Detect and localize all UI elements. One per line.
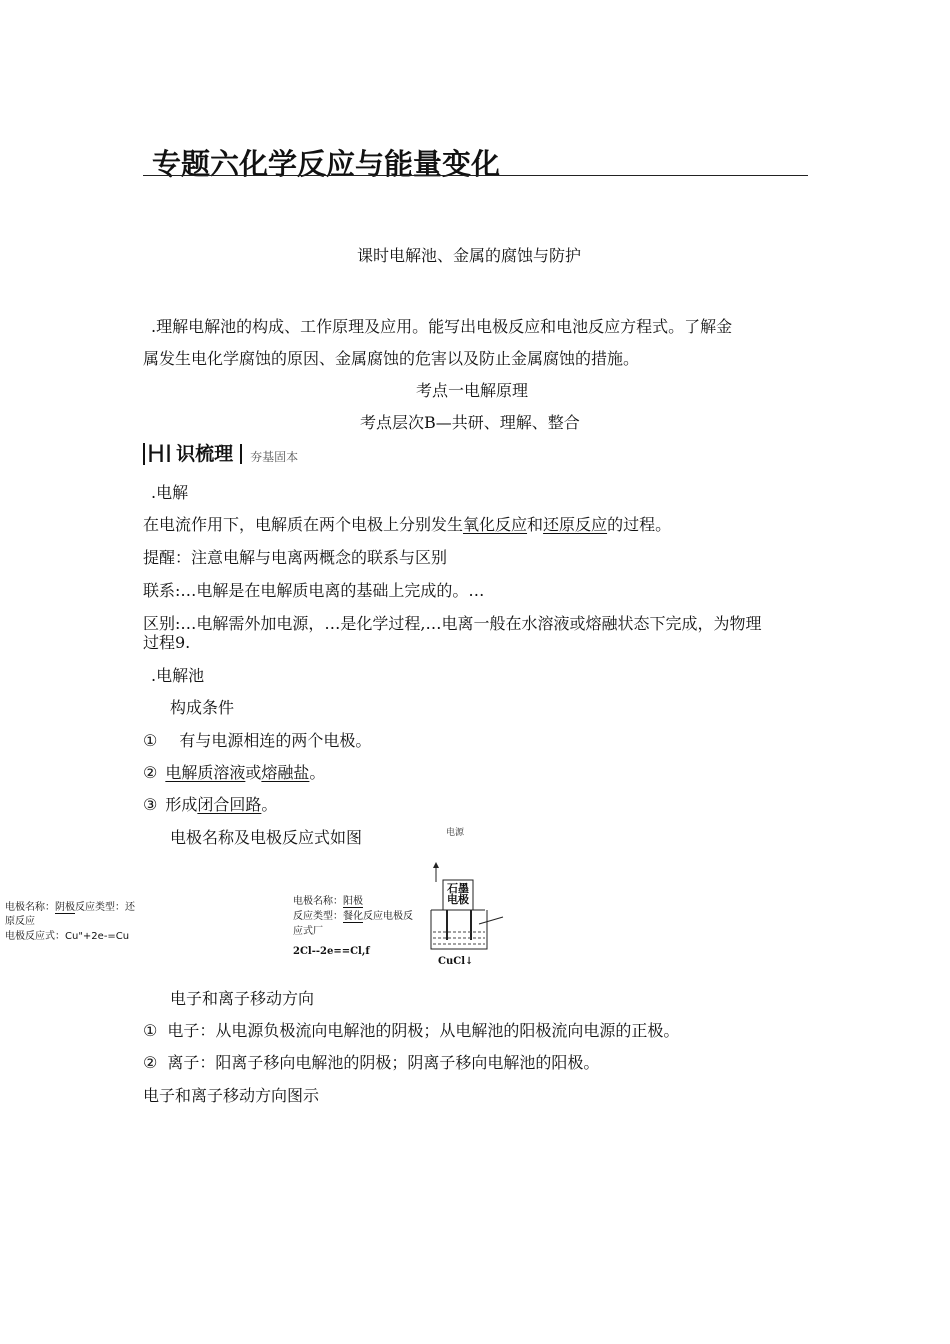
definition-text-3: 的过程。 (607, 515, 672, 534)
graphite-label (447, 883, 469, 905)
ion-movement-text: 离子：阳离子移向电解池的阴极；阴离子移向电解池的阳极。 (167, 1053, 600, 1072)
definition-reduction: 还原反应 (543, 515, 608, 534)
section-electrolysis-heading: .电解 (151, 483, 189, 502)
solution-label: CuCl↓ (438, 956, 474, 966)
title-rule (143, 175, 808, 176)
cathode-name: 阴极 (55, 902, 75, 913)
cathode-type-label: 反应类型：还 (75, 902, 135, 913)
ion-movement-number: ② (143, 1053, 158, 1072)
definition-oxidation: 氧化反应 (463, 515, 528, 534)
condition-1-text: 有与电源相连的两个电极。 (179, 731, 372, 750)
diff-text-line-1: 区别:…电解需外加电源，…是化学过程,…电离一般在水溶液或熔融状态下完成，为物理 (143, 614, 762, 633)
banner-prefix: HI (147, 440, 173, 468)
anode-reaction: 2Cl--2e==Cl,f (293, 946, 370, 957)
banner-bar-right (240, 444, 242, 464)
lesson-subtitle: 课时电解池、金属的腐蚀与防护 (357, 246, 582, 265)
anode-type: 餐化 (343, 911, 363, 922)
cathode-reaction: 电极反应式：Cu"+2e-=Cu (5, 931, 130, 941)
electron-arrow-icon (433, 862, 439, 868)
condition-2-or: 或 (245, 763, 262, 782)
electrolysis-cell-diagram (425, 862, 510, 960)
condition-3-closed-circuit: 闭合回路 (197, 795, 262, 814)
anode-type-rest: 反应电极反 (363, 911, 413, 922)
banner-tag: 夯基固本 (250, 450, 299, 464)
graphite-label-line-1: 石墨 (447, 882, 469, 895)
condition-2-electrolyte: 电解质溶液 (165, 763, 246, 782)
anode-name-label: 电极名称： (293, 896, 343, 907)
tip-text: 提醒：注意电解与电离两概念的联系与区别 (143, 548, 448, 567)
gas-outlet-line (479, 917, 503, 924)
anode-info-line-3: 应式厂 (293, 926, 323, 937)
electron-movement-number: ① (143, 1021, 158, 1040)
movement-heading: 电子和离子移动方向 (170, 989, 315, 1008)
figure-caption: 电极名称及电极反应式如图 (170, 828, 363, 847)
condition-1-number: ① (143, 731, 158, 750)
cathode-info-line-1 (5, 901, 135, 915)
power-source-label: 电源 (446, 828, 465, 838)
link-text: 联系:…电解是在电解质电离的基础上完成的。… (143, 581, 485, 600)
condition-3-end: 。 (261, 795, 278, 814)
kaodian-level: 考点层次B—共研、理解、整合 (360, 413, 580, 432)
condition-2-end: 。 (309, 763, 326, 782)
anode-info-line-1 (293, 895, 363, 909)
condition-2-number: ② (143, 763, 158, 782)
anode-type-label: 反应类型： (293, 911, 343, 922)
banner-label: 识梳理 (176, 443, 234, 465)
cathode-info-line-2: 原反应 (5, 916, 35, 927)
page-title: 专题六化学反应与能量变化 (152, 147, 501, 181)
objective-line-1: .理解电解池的构成、工作原理及应用。能写出电极反应和电池反应方程式。了解金 (151, 317, 733, 336)
movement-diagram-caption: 电子和离子移动方向图示 (143, 1086, 320, 1105)
anode-info-line-2 (293, 910, 413, 924)
condition-item-2 (143, 763, 325, 783)
condition-2-molten-salt: 熔融盐 (261, 763, 310, 782)
definition-text-2: 和 (527, 515, 544, 534)
cathode-name-label: 电极名称： (5, 902, 55, 913)
kaodian-heading: 考点一电解原理 (416, 381, 529, 400)
section-banner (143, 440, 298, 468)
electrolysis-definition (143, 515, 671, 535)
definition-text-1: 在电流作用下，电解质在两个电极上分别发生 (143, 515, 464, 534)
condition-3-pre: 形成 (165, 795, 198, 814)
cell-beaker (431, 910, 487, 949)
diff-text-line-2: 过程9. (143, 633, 191, 652)
graphite-label-line-2: 电极 (447, 893, 469, 906)
ion-movement (143, 1053, 599, 1073)
section-cell-heading: .电解池 (151, 666, 205, 685)
condition-item-1 (143, 731, 371, 751)
conditions-heading: 构成条件 (170, 698, 235, 717)
condition-item-3 (143, 795, 277, 815)
objective-line-2: 属发生电化学腐蚀的原因、金属腐蚀的危害以及防止金属腐蚀的措施。 (143, 349, 640, 368)
condition-3-number: ③ (143, 795, 158, 814)
anode-name: 阳极 (343, 896, 363, 907)
banner-bar-left (143, 443, 145, 465)
electron-movement (143, 1021, 679, 1041)
electron-movement-text: 电子：从电源负极流向电解池的阴极；从电解池的阳极流向电源的正极。 (167, 1021, 680, 1040)
